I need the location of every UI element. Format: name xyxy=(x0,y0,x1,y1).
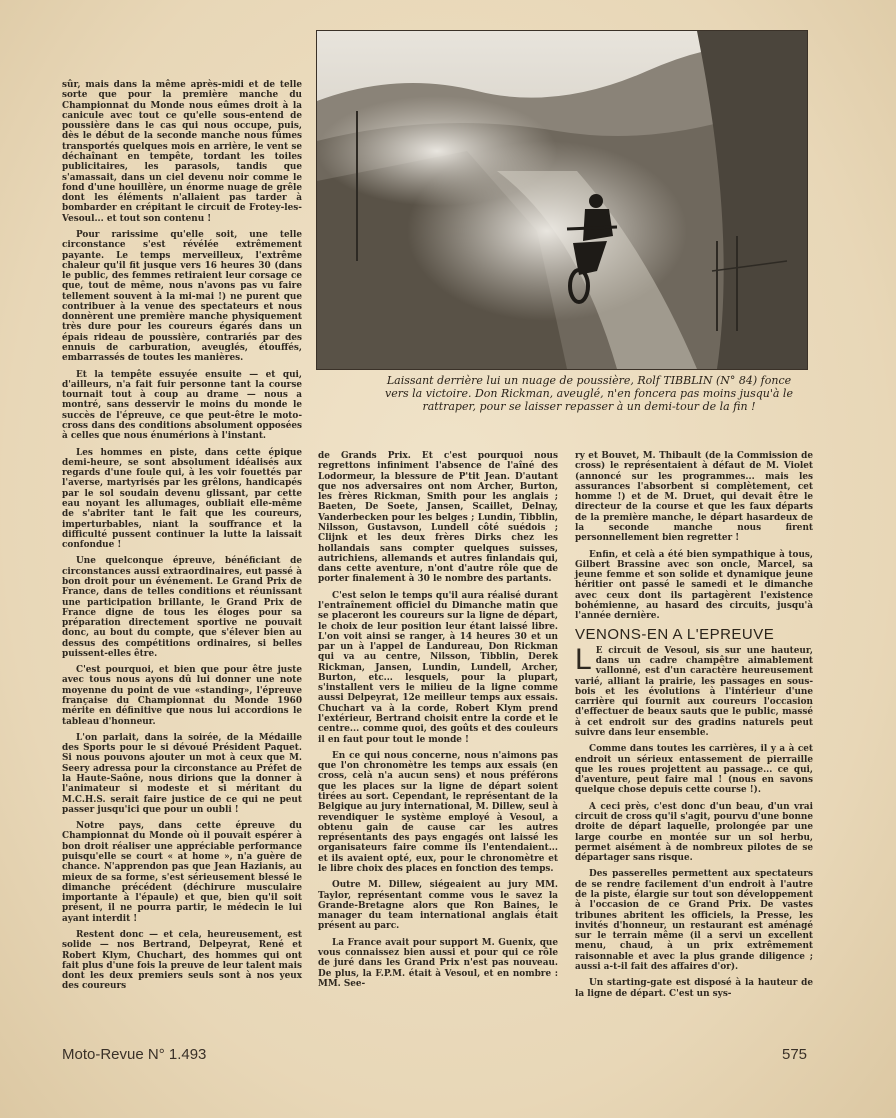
paragraph: Enfin, et celà a été bien sympathique à tous, Gilbert Brassine avec son oncle, Marcel, sa jeune femme et son solide et dynamique jeune héritier ont passé le samedi et le dimanche avec ceux dont ils partagèrent l'existence bohémienne, au hasard des circuits, jusqu'à l'année dernière. xyxy=(575,549,813,622)
paragraph: de Grands Prix. Et c'est pourquoi nous regrettons infiniment l'absence de l'aîné des Lodormeur, la blessure de P'tit Jean. D'autant que nos adversaires ont nom Archer, Burton, les frères Rickman, Smith pour les anglais ; Baeten, De Soete, Jansen, Scaillet, Delnay, Vanderbecken pour les belges ; Lundin, Tibblin, Nilsson, Gustavson, Lundell côté suédois ; Clijnk et les deux frères Dirks chez les hollandais sans compter quelques suisses, autrichiens, allemands et autres finlandais qui, dans cette aventure, n'ont d'autre rôle que de porter finalement à 30 le nombre des partants. xyxy=(318,451,558,585)
paragraph: sûr, mais dans la même après-midi et de telle sorte que pour la première manche du Championnat du Monde nous eûmes droit à la canicule avec tout ce qu'elle sous-entend de poussière dans le cas qui nous occupe, puis, dès le début de la seconde manche nous fûmes transportés quelques mois en arrière, le vent se déchaînant en tempête, tordant les toiles publicitaires, les parasols, tandis que s'amassait, dans un ciel devenu noir comme le fond d'une houillère, un énorme nuage de grêle dont les éléments n'allaient pas tarder à bombarder en crépitant le circuit de Frotey-les-Vesoul... et tout son contenu ! xyxy=(62,80,302,224)
paragraph: Une quelconque épreuve, bénéficiant de circonstances aussi extraordinaires, eut passé à bon droit pour un événement. Le Grand Prix de France, dans de telles conditions et réunissant une participation brillante, le Grand Prix de France digne de tous les éloges pour sa préparation directement sportive ne pouvait donc, au bout du compte, que s'élever bien au dessus des compétitions ordinaires, si belles puissent-elles être. xyxy=(62,556,302,659)
paragraph xyxy=(575,642,813,739)
paragraph: Et la tempête essuyée ensuite — et qui, d'ailleurs, n'a fait fuir personne tant la course tournait tout à coup au drame — nous a montré, sans desservir le moins du monde le succès de l'épreuve, ce que peut-être le moto-cross dans des conditions absolument opposées à celles que nous énumérions à l'instant. xyxy=(62,369,302,442)
paragraph: C'est selon le temps qu'il aura réalisé durant l'entraînement officiel du Dimanche matin que se placeront les coureurs sur la ligne de départ, le choix de leur position leur étant laissé libre. L'on voit ainsi se ranger, à 14 heures 30 et un par un à l'appel de Landureau, Don Rickman qui va au centre, Nilsson, Tibblin, Derek Rickman, Jansen, Lundin, Lundell, Archer, Burton, etc... lesquels, pour la plupart, s'installent vers le milieu de la ligne comme aussi Delpeyrat, 12e meilleur temps aux essais. Chuchart va à la corde, Robert Klym prend l'extérieur, Bertrand choisit entre la corde et le centre... comme quoi, des goûts et des couleurs il en faut pour tout le monde ! xyxy=(318,590,558,745)
paragraph: Comme dans toutes les carrières, il y a à cet endroit un sérieux entassement de pierraille que les roues projettent au passage... ce qui, d'aventure, peut faire mal ! (nous en savons quelque chose depuis cette course !). xyxy=(575,744,813,796)
race-photo xyxy=(316,30,808,370)
drop-cap: L xyxy=(575,642,592,676)
paragraph: Notre pays, dans cette épreuve du Championnat du Monde où il pouvait espérer à bon droit réaliser une appréciable performance puisqu'elle se court « at home », n'a guère de chance. N'apprendon pas que Jean Hazianis, au mieux de sa forme, s'est sérieusement blessé le dimanche précédent (déchirure musculaire importante à l'épaule) et que, bien qu'il soit présent, il ne pourra partir, le médecin le lui ayant interdit ! xyxy=(62,821,302,924)
paragraph: C'est pourquoi, et bien que pour être juste avec tous nous ayons dû lui donner une note moyenne du point de vue «standing», l'épreuve française du Championnat du Monde 1960 mérite en définitive que nous lui accordions le tableau d'honneur. xyxy=(62,665,302,727)
paragraph: Pour rarissime qu'elle soit, une telle circonstance s'est révélée extrêmement payante. Le temps merveilleux, l'extrême chaleur qu'il fit jusque vers 16 heures 30 (dans le public, des femmes retiraient leur corsage ce que, tout de même, nous n'avons pas vu faire tellement souvent à la mi-mai !) ne purent que contribuer à la venue des spectateurs et nous donnèrent une première manche physiquement très dure pour les coureurs égarés dans un épais rideau de poussière, contrariés par des ennuis de carburation, aveuglés, étouffés, embarrassés de toutes les manières. xyxy=(62,229,302,364)
text-column-3 xyxy=(575,451,813,1005)
text-column-1 xyxy=(62,80,302,998)
paragraph: La France avait pour support M. Guenix, que vous connaissez bien aussi et pour qui ce rôle de juré dans les Grand Prix n'est pas nouveau. De plus, la F.P.M. était à Vesoul, et en nombre : MM. See- xyxy=(318,937,558,989)
paragraph: Restent donc — et cela, heureusement, est solide — nos Bertrand, Delpeyrat, René et Robert Klym, Chuchart, des hommes qui ont fait plus d'une fois la preuve de leur talent mais dont les deux premiers seuls sont à nos yeux des coureurs xyxy=(62,929,302,992)
footer-publication: Moto-Revue N° 1.493 xyxy=(62,1046,207,1063)
paragraph: A ceci près, c'est donc d'un beau, d'un vrai circuit de cross qu'il s'agit, pourvu d'une bonne droite de départ laquelle, prolongée par une large courbe en montée sur un sol herbu, permet aisément à de nombreux pilotes de se départager sans risque. xyxy=(575,801,813,864)
paragraph: Outre M. Dillew, siégeaient au jury MM. Taylor, représentant comme vous le savez la Grande-Bretagne alors que Ron Baines, le manager du team international anglais était présent au parc. xyxy=(318,880,558,932)
paragraph: Des passerelles permettent aux spectateurs de se rendre facilement d'un endroit à l'autre de la piste, élargie sur tout son développement à l'occasion de ce Grand Prix. De vastes tribunes abritent les officiels, la Presse, les invités d'honneur, un restaurant est aménagé sur le terrain même (il a servi un excellent menu, chaud, à un prix extrêmement raisonnable et avec la plus grande diligence ; aussi a-t-il fait des affaires d'or). xyxy=(575,869,813,972)
paragraph: L'on parlait, dans la soirée, de la Médaille des Sports pour le si dévoué Président Paquet. Si nous pouvons ajouter un mot à ceux que M. Seery adressa pour la circonstance au Préfet de la Haute-Saône, nous dirions que la donner à l'animateur si modeste et si méritant du M.C.H.S. serait faire justice de ce qui ne peut passer jusqu'ici que pour un oubli ! xyxy=(62,732,302,815)
photo-caption: Laissant derrière lui un nuage de poussière, Rolf TIBBLIN (N° 84) fonce vers la victoire. Don Rickman, aveuglé, n'en foncera pas moins jusqu'à le rattraper, pour se laisser repasser à un demi-tour de la fin ! xyxy=(385,374,793,413)
section-heading: VENONS-EN A L'EPREUVE xyxy=(575,625,775,643)
paragraph: ry et Bouvet, M. Thibault (de la Commission de cross) le représentaient à défaut de M. Violet (annoncé sur les programmes... mais les assurances l'absorbent si complètement, cet homme !) et de M. Druet, qui devait être le directeur de la course et que les faux départs de la première manche, le départ hasardeux de la seconde manche nous firent personnellement bien regretter ! xyxy=(575,451,813,544)
text-column-2 xyxy=(318,451,558,995)
paragraph: Un starting-gate est disposé à la hauteur de la ligne de départ. C'est un sys- xyxy=(575,978,813,999)
paragraph: En ce qui nous concerne, nous n'aimons pas que l'on chronomètre les temps aux essais (en cross, celà n'a aucun sens) et nous préférons que les places sur la ligne de départ soient tirées au sort. Cependant, le représentant de la Belgique au jury international, M. Dillew, seul à revendiquer le système employé à Vesoul, a obtenu gain de cause car les autres représentants des pays engagés ont laissé les organisateurs faire comme ils l'entendaient... et ils avaient opté, eux, pour le chronomètre et le libre choix des places en fonction des temps. xyxy=(318,750,558,874)
page-number: 575 xyxy=(782,1046,808,1063)
paragraph-text: E circuit de Vesoul, sis sur une hauteur, dans un cadre champêtre aimablement vallonné, est d'un caractère heureusement varié, alliant la prairie, les passages en sous-bois et les évolutions à l'intérieur d'une carrière qui fournit aux coureurs l'occasion d'effectuer de beaux sauts que le public, massé à cet endroit sur des gradins naturels peut suivre dans leur ensemble. xyxy=(575,645,813,739)
paragraph: Les hommes en piste, dans cette épique demi-heure, se sont absolument idéalisés aux regards d'une foule qui, à les voir fouettés par l'averse, martyrisés par les grêlons, handicapés par le sol soudain devenu glissant, par cette eau noyant les allumages, oubliait elle-même de s'abriter tant le fait que les coureurs, imperturbables, niant la souffrance et la difficulté pussent continuer la lutte la laissait confondue ! xyxy=(62,447,302,551)
